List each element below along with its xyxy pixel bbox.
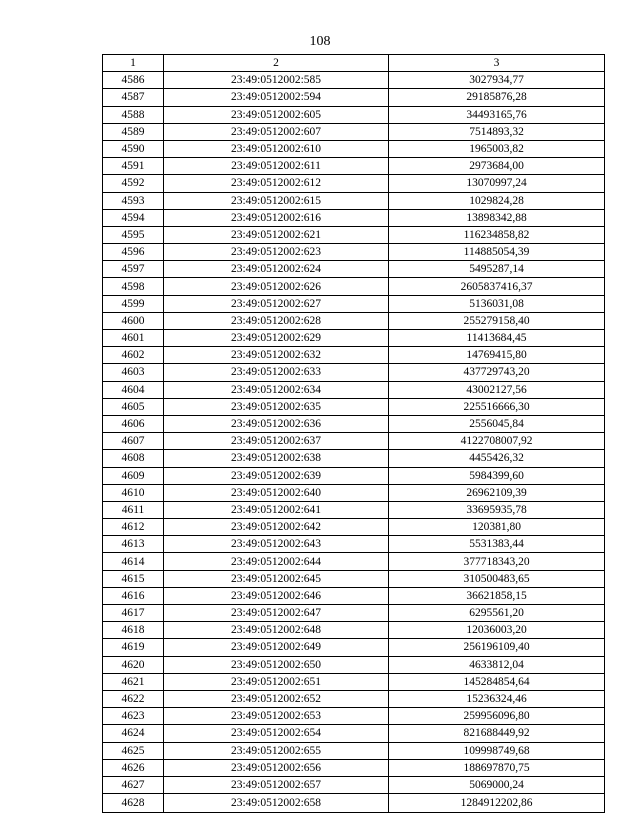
table-row [103,484,605,501]
table-row [103,501,605,518]
table-row [103,415,605,432]
cadastral-value-cell: 225516666,30 [389,398,605,415]
table-row [103,776,605,793]
cadastral-value-cell: 13070997,24 [389,175,605,192]
row-number-cell: 4622 [103,690,164,707]
cadastral-number-cell: 23:49:0512002:655 [164,742,389,759]
table-row [103,347,605,364]
cadastral-value-cell: 5984399,60 [389,467,605,484]
table-row [103,605,605,622]
column-header-2: 2 [164,55,389,72]
cadastral-number-cell: 23:49:0512002:623 [164,244,389,261]
cadastral-value-cell: 11413684,45 [389,330,605,347]
row-number-cell: 4586 [103,72,164,89]
cadastral-value-cell: 6295561,20 [389,605,605,622]
table-row [103,295,605,312]
cadastral-number-cell: 23:49:0512002:627 [164,295,389,312]
cadastral-number-cell: 23:49:0512002:624 [164,261,389,278]
cadastral-number-cell: 23:49:0512002:615 [164,192,389,209]
table-row [103,158,605,175]
cadastral-value-cell: 109998749,68 [389,742,605,759]
row-number-cell: 4587 [103,89,164,106]
cadastral-value-cell: 36621858,15 [389,587,605,604]
cadastral-value-cell: 255279158,40 [389,312,605,329]
cadastral-number-cell: 23:49:0512002:654 [164,725,389,742]
cadastral-value-cell: 5531383,44 [389,536,605,553]
table-row [103,673,605,690]
row-number-cell: 4603 [103,364,164,381]
row-number-cell: 4605 [103,398,164,415]
table-row [103,381,605,398]
cadastral-value-cell: 26962109,39 [389,484,605,501]
row-number-cell: 4625 [103,742,164,759]
row-number-cell: 4591 [103,158,164,175]
row-number-cell: 4612 [103,519,164,536]
table-header [103,55,605,72]
table-row [103,226,605,243]
cadastral-number-cell: 23:49:0512002:641 [164,501,389,518]
cadastral-number-cell: 23:49:0512002:610 [164,140,389,157]
cadastral-value-cell: 14769415,80 [389,347,605,364]
row-number-cell: 4607 [103,433,164,450]
cadastral-value-cell: 5136031,08 [389,295,605,312]
table-row [103,690,605,707]
cadastral-value-cell: 43002127,56 [389,381,605,398]
table-row [103,175,605,192]
header-row [103,55,605,72]
cadastral-number-cell: 23:49:0512002:643 [164,536,389,553]
row-number-cell: 4606 [103,415,164,432]
cadastral-value-cell: 188697870,75 [389,759,605,776]
row-number-cell: 4595 [103,226,164,243]
table-row [103,656,605,673]
cadastral-number-cell: 23:49:0512002:628 [164,312,389,329]
table-row [103,244,605,261]
cadastral-number-cell: 23:49:0512002:607 [164,123,389,140]
table-row [103,759,605,776]
cadastral-value-table [102,54,605,813]
column-header-3: 3 [389,55,605,72]
cadastral-number-cell: 23:49:0512002:633 [164,364,389,381]
row-number-cell: 4614 [103,553,164,570]
table-row [103,312,605,329]
cadastral-number-cell: 23:49:0512002:645 [164,570,389,587]
cadastral-value-cell: 259956096,80 [389,708,605,725]
table-row [103,450,605,467]
table-row [103,123,605,140]
table-row [103,278,605,295]
cadastral-value-cell: 5495287,14 [389,261,605,278]
cadastral-value-cell: 7514893,32 [389,123,605,140]
row-number-cell: 4616 [103,587,164,604]
cadastral-value-cell: 2973684,00 [389,158,605,175]
table-row [103,106,605,123]
cadastral-value-cell: 13898342,88 [389,209,605,226]
table-row [103,742,605,759]
row-number-cell: 4624 [103,725,164,742]
table-row [103,192,605,209]
cadastral-number-cell: 23:49:0512002:650 [164,656,389,673]
cadastral-value-cell: 145284854,64 [389,673,605,690]
table-row [103,725,605,742]
cadastral-value-cell: 5069000,24 [389,776,605,793]
table-row [103,433,605,450]
cadastral-value-cell: 2556045,84 [389,415,605,432]
cadastral-number-cell: 23:49:0512002:653 [164,708,389,725]
column-header-1: 1 [103,55,164,72]
cadastral-number-cell: 23:49:0512002:585 [164,72,389,89]
cadastral-number-cell: 23:49:0512002:644 [164,553,389,570]
row-number-cell: 4590 [103,140,164,157]
cadastral-number-cell: 23:49:0512002:648 [164,622,389,639]
row-number-cell: 4602 [103,347,164,364]
row-number-cell: 4619 [103,639,164,656]
table-row [103,72,605,89]
cadastral-number-cell: 23:49:0512002:658 [164,794,389,813]
cadastral-value-cell: 1965003,82 [389,140,605,157]
row-number-cell: 4597 [103,261,164,278]
cadastral-number-cell: 23:49:0512002:637 [164,433,389,450]
table-row [103,209,605,226]
table-row [103,622,605,639]
cadastral-number-cell: 23:49:0512002:657 [164,776,389,793]
cadastral-number-cell: 23:49:0512002:632 [164,347,389,364]
row-number-cell: 4623 [103,708,164,725]
cadastral-number-cell: 23:49:0512002:652 [164,690,389,707]
row-number-cell: 4611 [103,501,164,518]
row-number-cell: 4592 [103,175,164,192]
cadastral-value-cell: 34493165,76 [389,106,605,123]
row-number-cell: 4615 [103,570,164,587]
cadastral-value-cell: 256196109,40 [389,639,605,656]
table-row [103,794,605,813]
row-number-cell: 4620 [103,656,164,673]
table-row [103,519,605,536]
table-row [103,140,605,157]
cadastral-value-cell: 29185876,28 [389,89,605,106]
cadastral-value-cell: 12036003,20 [389,622,605,639]
cadastral-number-cell: 23:49:0512002:629 [164,330,389,347]
row-number-cell: 4598 [103,278,164,295]
cadastral-value-cell: 120381,80 [389,519,605,536]
cadastral-number-cell: 23:49:0512002:642 [164,519,389,536]
row-number-cell: 4596 [103,244,164,261]
table-row [103,398,605,415]
row-number-cell: 4600 [103,312,164,329]
row-number-cell: 4588 [103,106,164,123]
cadastral-value-cell: 3027934,77 [389,72,605,89]
row-number-cell: 4626 [103,759,164,776]
cadastral-value-cell: 4455426,32 [389,450,605,467]
row-number-cell: 4613 [103,536,164,553]
table-row [103,467,605,484]
table-row [103,261,605,278]
row-number-cell: 4610 [103,484,164,501]
cadastral-value-cell: 33695935,78 [389,501,605,518]
row-number-cell: 4609 [103,467,164,484]
cadastral-value-cell: 310500483,65 [389,570,605,587]
cadastral-value-cell: 377718343,20 [389,553,605,570]
cadastral-value-cell: 437729743,20 [389,364,605,381]
cadastral-number-cell: 23:49:0512002:649 [164,639,389,656]
cadastral-number-cell: 23:49:0512002:594 [164,89,389,106]
table-row [103,553,605,570]
row-number-cell: 4618 [103,622,164,639]
table-row [103,570,605,587]
table-body [103,72,605,813]
cadastral-number-cell: 23:49:0512002:635 [164,398,389,415]
table-row [103,639,605,656]
table-row [103,536,605,553]
cadastral-number-cell: 23:49:0512002:640 [164,484,389,501]
cadastral-value-cell: 4122708007,92 [389,433,605,450]
cadastral-number-cell: 23:49:0512002:639 [164,467,389,484]
cadastral-value-cell: 114885054,39 [389,244,605,261]
table-row [103,587,605,604]
cadastral-number-cell: 23:49:0512002:646 [164,587,389,604]
cadastral-number-cell: 23:49:0512002:626 [164,278,389,295]
cadastral-number-cell: 23:49:0512002:621 [164,226,389,243]
row-number-cell: 4599 [103,295,164,312]
row-number-cell: 4617 [103,605,164,622]
cadastral-value-cell: 2605837416,37 [389,278,605,295]
row-number-cell: 4628 [103,794,164,813]
row-number-cell: 4627 [103,776,164,793]
row-number-cell: 4604 [103,381,164,398]
cadastral-value-cell: 15236324,46 [389,690,605,707]
table-row [103,330,605,347]
cadastral-number-cell: 23:49:0512002:616 [164,209,389,226]
table-row [103,708,605,725]
row-number-cell: 4589 [103,123,164,140]
row-number-cell: 4621 [103,673,164,690]
page-number: 108 [309,34,331,49]
cadastral-value-cell: 1029824,28 [389,192,605,209]
table-row [103,364,605,381]
cadastral-number-cell: 23:49:0512002:612 [164,175,389,192]
cadastral-number-cell: 23:49:0512002:638 [164,450,389,467]
cadastral-value-cell: 4633812,04 [389,656,605,673]
cadastral-number-cell: 23:49:0512002:611 [164,158,389,175]
cadastral-number-cell: 23:49:0512002:651 [164,673,389,690]
row-number-cell: 4594 [103,209,164,226]
row-number-cell: 4593 [103,192,164,209]
cadastral-number-cell: 23:49:0512002:634 [164,381,389,398]
cadastral-value-cell: 821688449,92 [389,725,605,742]
cadastral-number-cell: 23:49:0512002:656 [164,759,389,776]
row-number-cell: 4608 [103,450,164,467]
cadastral-number-cell: 23:49:0512002:636 [164,415,389,432]
row-number-cell: 4601 [103,330,164,347]
cadastral-value-cell: 116234858,82 [389,226,605,243]
cadastral-number-cell: 23:49:0512002:647 [164,605,389,622]
cadastral-number-cell: 23:49:0512002:605 [164,106,389,123]
cadastral-value-cell: 1284912202,86 [389,794,605,813]
table-row [103,89,605,106]
